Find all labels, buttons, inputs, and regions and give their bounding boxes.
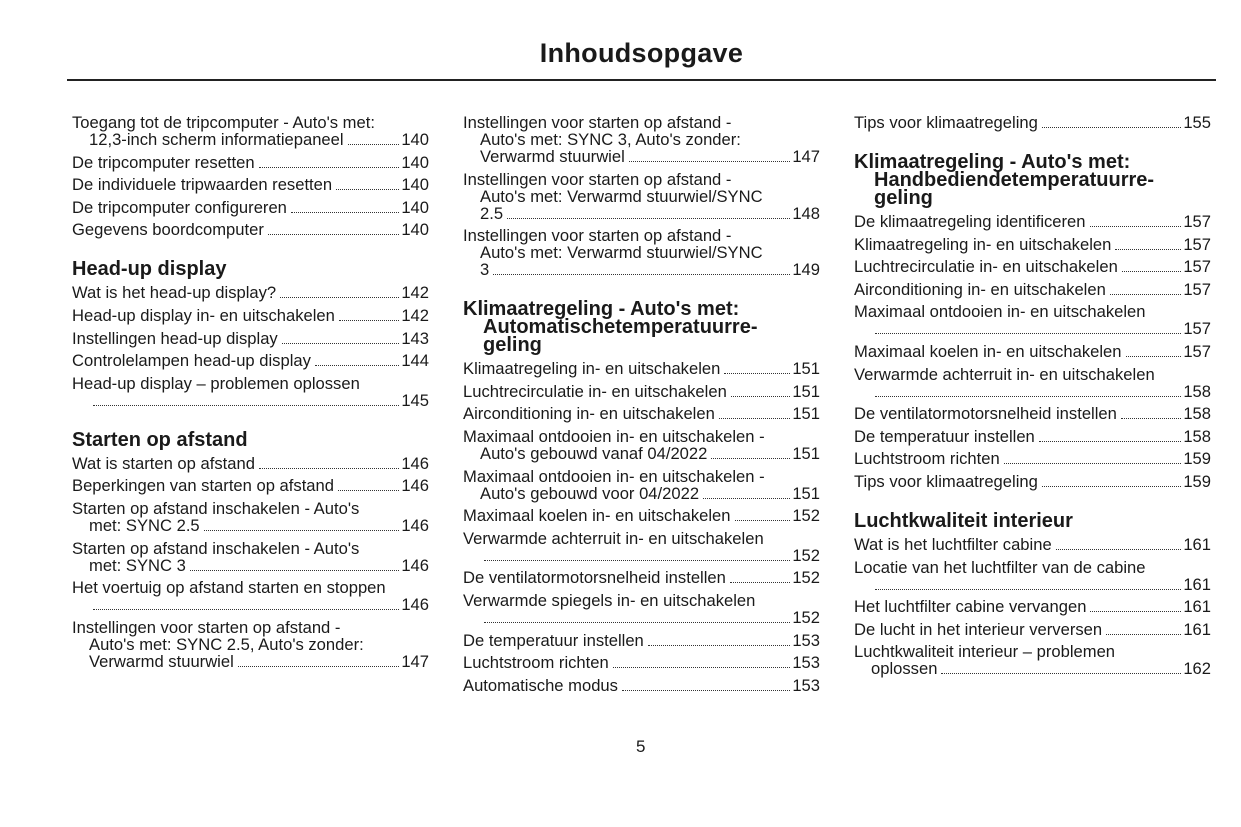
dot-leader [291,212,399,213]
toc-entry-last-line [854,536,1211,553]
dot-leader [735,520,791,521]
toc-entry-text: Auto's met: SYNC 2.5, Auto's zonder: [89,634,364,654]
toc-entry[interactable] [854,236,1211,253]
toc-entry-text: Head-up display in- en uitschakelen [72,305,335,325]
toc-entry-text: Starten op afstand inschakelen - Auto's [72,498,360,518]
toc-entry[interactable] [72,477,429,494]
toc-entry[interactable] [854,473,1211,490]
dot-leader [731,396,791,397]
toc-page-number[interactable]: 159 [1183,449,1211,469]
dot-leader [1042,486,1181,487]
toc-entry[interactable] [854,405,1211,422]
toc-entry-last-line [463,405,820,422]
dot-leader [711,458,790,459]
toc-entry[interactable] [463,360,820,377]
toc-entry-last-line [72,455,429,472]
section-heading [463,298,820,357]
toc-entry-last-line [463,148,820,165]
toc-entry[interactable] [463,530,820,564]
section-heading-line: Klimaatregeling - Auto's met: [463,298,740,321]
toc-entry-last-line [72,176,429,193]
section-heading-line: Handbediendetemperatuurre- [874,169,1155,191]
toc-page-number[interactable]: 152 [792,506,820,526]
header-divider [67,79,1216,81]
section-heading-line: Klimaatregeling - Auto's met: [854,151,1131,173]
toc-entry-text: Wat is het head-up display? [72,283,277,303]
toc-page-number[interactable]: 140 [401,220,429,240]
toc-entry-text: Gegevens boordcomputer [72,220,264,240]
toc-entry-text: Tips voor klimaatregeling [854,113,1038,132]
dot-leader [622,690,790,691]
toc-page-number[interactable]: 142 [401,283,429,303]
toc-entry-text: Luchtstroom richten [463,653,609,673]
toc-entry-text: Auto's gebouwd voor 04/2022 [480,483,700,503]
toc-entry-text: De klimaatregeling identificeren [854,212,1086,231]
toc-entry[interactable] [72,540,429,574]
section-heading-line: geling [483,334,542,357]
dot-leader [282,343,400,344]
toc-entry[interactable] [72,500,429,534]
toc-entry-text: Maximaal ontdooien in- en uitschakelen - [463,426,765,446]
toc-entry-last-line [854,213,1211,230]
toc-page-number[interactable]: 158 [1183,404,1211,424]
toc-entry-last-line [854,258,1211,275]
toc-entry-text: Klimaatregeling in- en uitschakelen [463,359,721,379]
toc-page-number[interactable]: 146 [401,515,429,535]
toc-entry[interactable] [854,621,1211,638]
page-title: Inhoudsopgave [539,38,744,68]
toc-entry-last-line [72,307,429,324]
toc-entry[interactable] [463,468,820,502]
toc-page-number[interactable]: 159 [1183,471,1211,491]
dot-leader [238,666,400,667]
toc-entry[interactable] [854,559,1211,593]
toc-entry-text: met: SYNC 3 [89,555,186,575]
dot-leader [703,498,790,499]
toc-entry[interactable] [463,405,820,422]
toc-entry-last-line [463,677,820,694]
toc-entry-last-line [72,596,429,613]
toc-entry-last-line [854,383,1211,400]
toc-entry[interactable] [854,450,1211,467]
toc-page-number[interactable]: 153 [792,653,820,673]
toc-entry-text: Starten op afstand inschakelen - Auto's [72,538,360,558]
section-heading-line: geling [874,187,933,209]
toc-entry-text: Beperkingen van starten op afstand [72,476,334,496]
toc-entry-last-line [854,405,1211,422]
toc-entry[interactable] [72,154,429,171]
dot-leader [259,167,400,168]
toc-entry-text: De individuele tripwaarden resetten [72,175,333,195]
toc-entry-last-line [463,654,820,671]
toc-entry-text: Verwarmd stuurwiel [89,651,234,671]
toc-entry-last-line [72,557,429,574]
dot-leader [875,589,1181,590]
toc-page-number[interactable]: 161 [1183,574,1211,594]
toc-page-number[interactable]: 152 [792,607,820,627]
toc-entry-text: Instellingen voor starten op afstand - [72,617,341,637]
toc-page-number[interactable]: 157 [1183,257,1211,277]
dot-leader [336,189,399,190]
toc-entry[interactable] [463,677,820,694]
section-heading-line: Starten op afstand [72,428,248,451]
toc-page-number[interactable]: 161 [1183,534,1211,554]
toc-entry-text: Luchtstroom richten [854,449,1000,469]
toc-entry-text: De temperatuur instellen [463,630,644,650]
toc-entry-text: Instellingen voor starten op afstand - [463,113,732,132]
toc-entry-last-line [72,154,429,171]
toc-entry-last-line [463,445,820,462]
dot-leader [730,582,790,583]
toc-entry-text: Auto's met: Verwarmd stuurwiel/SYNC [480,243,763,263]
toc-entry-last-line [854,281,1211,298]
section-heading [854,153,1211,207]
toc-entry-text: Maximaal ontdooien in- en uitschakelen - [463,466,765,486]
toc-entry[interactable] [463,569,820,586]
toc-entry[interactable] [72,199,429,216]
toc-entry-last-line [463,383,820,400]
page-number: 5 [636,737,646,756]
toc-page-number[interactable]: 151 [792,359,820,379]
toc-entry-text: Wat is het luchtfilter cabine [854,534,1052,554]
toc-page-number[interactable]: 157 [1183,234,1211,254]
dot-leader [280,297,399,298]
toc-entry-text: Auto's met: Verwarmd stuurwiel/SYNC [480,186,763,206]
toc-entry-last-line [854,114,1211,131]
dot-leader [268,234,399,235]
dot-leader [204,530,400,531]
dot-leader [1090,611,1181,612]
toc-entry-text: Maximaal ontdooien in- en uitschakelen [854,302,1146,322]
toc-page-number[interactable]: 146 [401,555,429,575]
toc-entry-text: Maximaal koelen in- en uitschakelen [463,506,731,526]
dot-leader [339,320,399,321]
toc-page-number[interactable]: 155 [1183,113,1211,132]
toc-entry-last-line [463,609,820,626]
dot-leader [1042,127,1181,128]
toc-page-number[interactable]: 140 [401,152,429,172]
dot-leader [1122,271,1182,272]
toc-page-number[interactable]: 140 [401,130,429,149]
toc-page-number[interactable]: 147 [792,147,820,166]
toc-entry[interactable] [854,114,1211,131]
toc-entry-text: Klimaatregeling in- en uitschakelen [854,234,1112,254]
toc-entry-text: De tripcomputer resetten [72,152,255,172]
toc-entry[interactable] [854,428,1211,445]
toc-entry[interactable] [854,598,1211,615]
toc-page-number[interactable]: 147 [401,651,429,671]
toc-entry-text: met: SYNC 2.5 [89,515,200,535]
dot-leader [493,274,790,275]
dot-leader [1121,418,1181,419]
toc-entry[interactable] [854,281,1211,298]
toc-entry[interactable] [72,579,429,613]
toc-page-number[interactable]: 152 [792,568,820,588]
toc-entry-text: Locatie van het luchtfilter van de cabine [854,557,1146,577]
toc-entry-last-line [72,221,429,238]
dot-leader [941,673,1181,674]
toc-entry-text: Het voertuig op afstand starten en stoppen [72,578,386,598]
toc-entry-text: Luchtrecirculatie in- en uitschakelen [854,257,1118,277]
toc-entry-text: Verwarmde spiegels in- en uitschakelen [463,590,756,610]
toc-entry[interactable] [463,383,820,400]
toc-entry[interactable] [463,428,820,462]
toc-entry-text: Head-up display – problemen oplossen [72,373,360,393]
toc-entry-text: Wat is starten op afstand [72,453,255,473]
dot-leader [1090,226,1182,227]
toc-entry-last-line [854,320,1211,337]
dot-leader [648,645,791,646]
dot-leader [507,218,790,219]
toc-page-number[interactable]: 146 [401,453,429,473]
toc-entry-last-line [854,450,1211,467]
toc-entry-text: 12,3-inch scherm informatiepaneel [89,130,344,149]
toc-entry-last-line [854,473,1211,490]
toc-entry[interactable] [854,536,1211,553]
toc-page-number[interactable]: 157 [1183,279,1211,299]
dot-leader [338,490,399,491]
dot-leader [484,560,790,561]
toc-entry-last-line [854,660,1211,677]
toc-entry-text: Instellingen voor starten op afstand - [463,169,732,189]
toc-entry-text: De lucht in het interieur verversen [854,619,1103,639]
toc-entry-last-line [72,284,429,301]
toc-entry[interactable] [72,176,429,193]
toc-entry-text: Verwarmde achterruit in- en uitschakelen [854,364,1155,384]
toc-entry[interactable] [72,307,429,324]
toc-entry-last-line [72,477,429,494]
toc-entry-last-line [72,517,429,534]
toc-entry-last-line [463,632,820,649]
toc-entry-text: Airconditioning in- en uitschakelen [854,279,1106,299]
toc-entry-text: Instellingen head-up display [72,328,278,348]
toc-entry[interactable] [463,507,820,524]
toc-entry[interactable] [72,221,429,238]
toc-page-number[interactable]: 151 [792,404,820,424]
dot-leader [484,622,790,623]
toc-entry-text: 2.5 [480,203,504,223]
toc-entry[interactable] [72,375,429,409]
toc-page-number[interactable]: 145 [401,390,429,410]
section-heading-line: Luchtkwaliteit interieur [854,509,1073,532]
toc-page-number[interactable]: 148 [792,203,820,223]
toc-page-number[interactable]: 151 [792,443,820,463]
toc-page-number[interactable]: 153 [792,630,820,650]
toc-page-number[interactable]: 162 [1183,659,1211,679]
toc-page-number[interactable]: 161 [1183,597,1211,617]
toc-page-number[interactable]: 143 [401,328,429,348]
toc-entry[interactable] [72,352,429,369]
section-heading [72,428,429,451]
toc-page-number[interactable]: 151 [792,483,820,503]
toc-entry-last-line [463,507,820,524]
toc-entry-last-line [463,485,820,502]
toc-entry-text: oplossen [871,659,938,679]
toc-page-number[interactable]: 161 [1183,619,1211,639]
toc-entry-text: Toegang tot de tripcomputer - Auto's met: [72,113,375,132]
section-heading-line: Head-up display [72,258,227,281]
toc-page-number[interactable]: 140 [401,175,429,195]
toc-entry-text: Verwarmde achterruit in- en uitschakelen [463,528,764,548]
toc-entry-text: Airconditioning in- en uitschakelen [463,404,715,424]
toc-entry[interactable] [854,643,1211,677]
toc-entry-last-line [463,547,820,564]
toc-entry-text: Instellingen voor starten op afstand - [463,226,732,246]
toc-column-1 [72,114,429,675]
dot-leader [190,570,399,571]
toc-entry[interactable] [463,654,820,671]
toc-entry-last-line [854,428,1211,445]
toc-entry-text: De ventilatormotorsnelheid instellen [463,568,726,588]
dot-leader [1110,294,1181,295]
toc-entry-last-line [854,576,1211,593]
toc-entry[interactable] [854,303,1211,337]
dot-leader [1056,549,1182,550]
toc-entry[interactable] [463,171,820,222]
toc-entry-last-line [463,569,820,586]
dot-leader [1004,463,1182,464]
toc-entry[interactable] [72,455,429,472]
dot-leader [93,405,399,406]
toc-page-number[interactable]: 157 [1183,212,1211,231]
toc-entry-text: Luchtkwaliteit interieur – problemen [854,642,1116,662]
dot-leader [1106,634,1181,635]
dot-leader [875,396,1181,397]
toc-entry-text: Het luchtfilter cabine vervangen [854,597,1087,617]
toc-page-number[interactable]: 158 [1183,426,1211,446]
toc-page-number[interactable]: 142 [401,305,429,325]
toc-entry-last-line [463,360,820,377]
toc-entry[interactable] [72,284,429,301]
toc-page-number[interactable]: 149 [792,260,820,280]
dot-leader [1126,356,1182,357]
dot-leader [1115,249,1181,250]
toc-entry[interactable] [72,330,429,347]
toc-entry[interactable] [854,366,1211,400]
toc-entry-last-line [463,205,820,222]
toc-page-number[interactable]: 146 [401,476,429,496]
dot-leader [315,365,399,366]
toc-entry-text: Auto's met: SYNC 3, Auto's zonder: [480,130,741,149]
toc-column-2 [463,114,820,699]
toc-entry-last-line [72,392,429,409]
toc-entry-text: De temperatuur instellen [854,426,1035,446]
dot-leader [629,161,791,162]
toc-entry-text: Maximaal koelen in- en uitschakelen [854,341,1122,361]
toc-entry-text: Luchtrecirculatie in- en uitschakelen [463,381,727,401]
toc-entry-text: De ventilatormotorsnelheid instellen [854,404,1117,424]
toc-entry-last-line [854,343,1211,360]
toc-entry[interactable] [463,592,820,626]
dot-leader [93,609,399,610]
toc-page-number[interactable]: 151 [792,381,820,401]
toc-entry-text: Tips voor klimaatregeling [854,471,1038,491]
dot-leader [724,373,790,374]
toc-column-3 [854,114,1211,683]
section-heading [854,509,1211,532]
toc-entry[interactable] [463,114,820,165]
toc-entry[interactable] [463,227,820,278]
dot-leader [259,468,399,469]
toc-entry-last-line [72,330,429,347]
toc-page-number[interactable]: 146 [401,595,429,615]
toc-entry-last-line [72,131,429,148]
toc-page-number[interactable]: 157 [1183,319,1211,339]
toc-page-number[interactable]: 153 [792,675,820,695]
toc-entry[interactable] [72,619,429,670]
dot-leader [348,144,400,145]
toc-entry-last-line [72,352,429,369]
toc-entry-last-line [854,236,1211,253]
toc-entry-text: De tripcomputer configureren [72,197,287,217]
section-heading [72,258,429,281]
toc-entry[interactable] [854,213,1211,230]
toc-entry-last-line [854,621,1211,638]
toc-page-number[interactable]: 152 [792,545,820,565]
toc-entry-text: Controlelampen head-up display [72,351,311,371]
toc-entry-text: 3 [480,260,490,280]
dot-leader [613,667,791,668]
toc-page-number[interactable]: 140 [401,197,429,217]
toc-entry-last-line [72,199,429,216]
dot-leader [875,333,1181,334]
toc-entry-text: Verwarmd stuurwiel [480,147,625,166]
toc-entry[interactable] [854,258,1211,275]
toc-entry[interactable] [854,343,1211,360]
toc-page-number[interactable]: 158 [1183,381,1211,401]
toc-page-number[interactable]: 157 [1183,341,1211,361]
toc-entry-last-line [854,598,1211,615]
toc-entry[interactable] [72,114,429,148]
dot-leader [719,418,790,419]
toc-page-number[interactable]: 144 [401,351,429,371]
toc-entry[interactable] [463,632,820,649]
toc-entry-last-line [463,261,820,278]
dot-leader [1039,441,1182,442]
toc-entry-text: Automatische modus [463,675,618,695]
section-heading-line: Automatischetemperatuurre- [483,316,758,339]
toc-entry-last-line [72,653,429,670]
toc-entry-text: Auto's gebouwd vanaf 04/2022 [480,443,708,463]
